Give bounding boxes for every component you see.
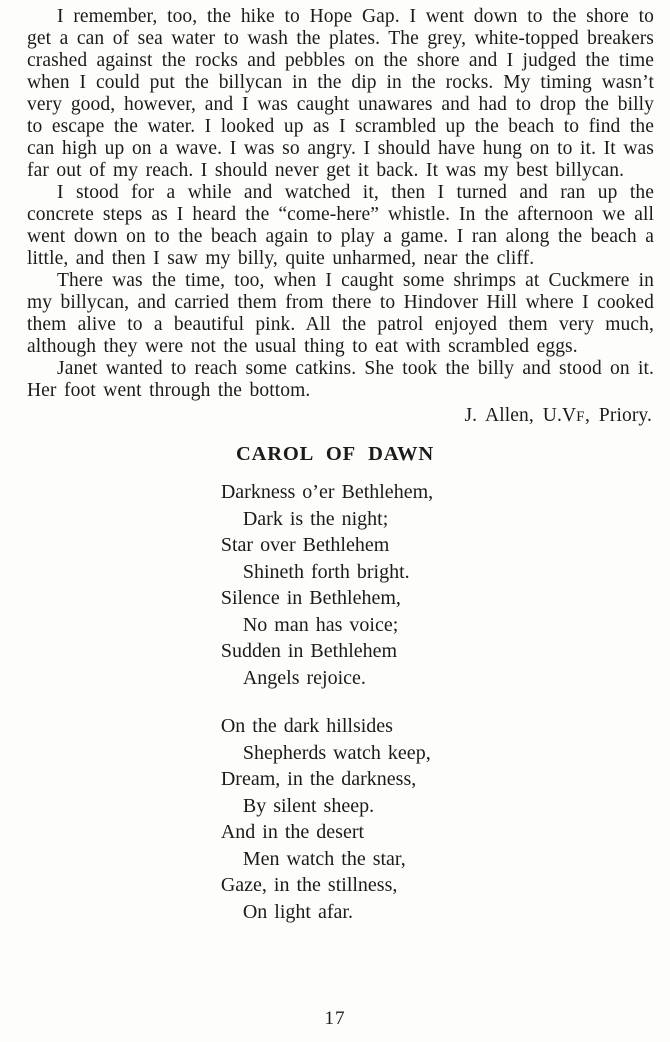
story-paragraph-3: There was the time, too, when I caught some shrimps at Cuckmere in my billycan, and carried them from there to Hindover Hill where I cooked them alive to a beautiful pink. All the patrol enjoyed them very much, although they were not the usual thing to eat with scrambled eggs. bbox=[27, 270, 654, 357]
poem-line: Gaze, in the stillness, bbox=[220, 874, 398, 896]
page-number: 17 bbox=[324, 1008, 346, 1029]
poem-line: Shepherds watch keep, bbox=[242, 741, 431, 764]
poem-line: By silent sheep. bbox=[242, 794, 375, 817]
story-paragraph-1: I remember, too, the hike to Hope Gap. I went down to the shore to get a can of sea water to wash the plates. The grey, white-topped breakers crashed against the rocks and pebbles on the shore and I judged the time when I could put the billycan in the dip in the rocks. My timing wasn’t very good, however, and I was caught unawares and had to drop the billy to escape the water. I looked up as I scrambled up the beach to find the can high up on a wave. I was so angry. I should have hung on to it. It was far out of my reach. I should never get it back. It was my best billycan. bbox=[27, 6, 654, 181]
signature-smallcap-f: F bbox=[576, 409, 585, 425]
poem-line: No man has voice; bbox=[242, 613, 399, 636]
poem-stanza-2 bbox=[221, 713, 433, 925]
story-text-block bbox=[0, 6, 670, 428]
story-paragraph-4: Janet wanted to reach some catkins. She took the billy and stood on it. Her foot went through the bottom. bbox=[27, 358, 654, 401]
signature-suffix: , Priory. bbox=[584, 405, 652, 426]
poem-line: On the dark hillsides bbox=[220, 715, 393, 737]
poem-line: Silence in Bethlehem, bbox=[220, 587, 401, 609]
poem-line: Darkness o’er Bethlehem, bbox=[220, 481, 434, 503]
story-paragraph-2: I stood for a while and watched it, then I turned and ran up the concrete steps as I heard the “come-here” whistle. In the afternoon we all went down on to the beach again to play a game. I ran along the beach a little, and then I saw my billy, quite unharmed, near the cliff. bbox=[27, 182, 654, 269]
signature-prefix: J. Allen, U.V bbox=[464, 405, 577, 426]
poem-line: Shineth forth bright. bbox=[242, 560, 410, 583]
poem-title: CAROL OF DAWN bbox=[236, 443, 434, 465]
poem-line: On light afar. bbox=[242, 900, 353, 923]
poem-line: Men watch the star, bbox=[242, 847, 406, 870]
author-signature bbox=[27, 405, 654, 428]
poem-line: Dark is the night; bbox=[242, 507, 389, 530]
poem-line: Angels rejoice. bbox=[242, 666, 366, 689]
poem-section bbox=[0, 479, 670, 925]
poem-stanza-1 bbox=[221, 479, 433, 691]
poem-line: And in the desert bbox=[220, 821, 365, 843]
poem-line: Star over Bethlehem bbox=[220, 534, 390, 556]
poem-line: Sudden in Bethlehem bbox=[220, 640, 398, 662]
poem-text bbox=[221, 479, 433, 925]
poem-line: Dream, in the darkness, bbox=[220, 768, 417, 790]
